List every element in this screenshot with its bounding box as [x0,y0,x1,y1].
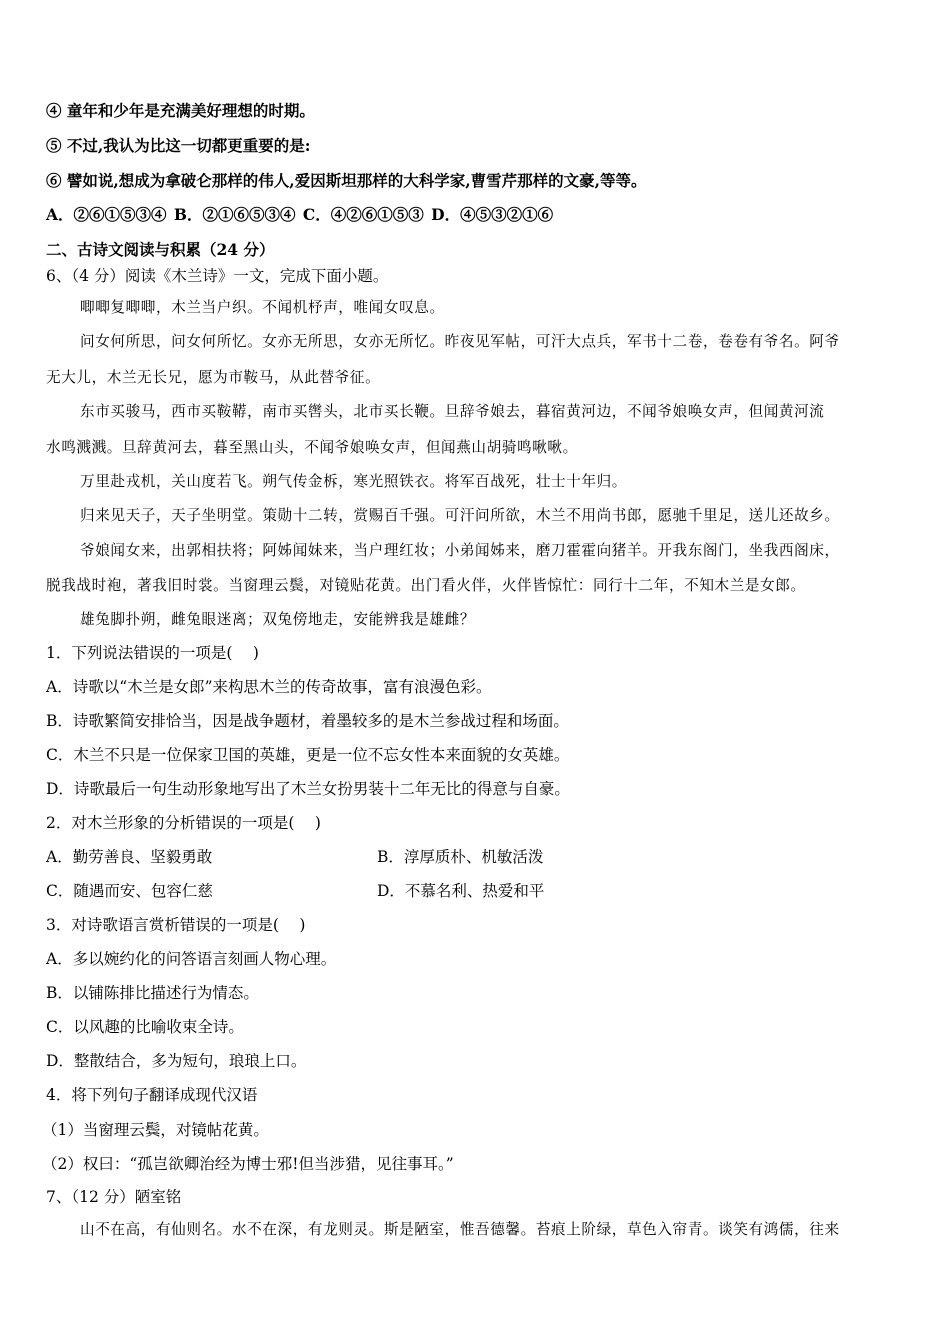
q2-stem: 2．对木兰形象的分析错误的一项是( ) [46,814,321,832]
q1-option-a: A．诗歌以“木兰是女郎”来构思木兰的传奇故事，富有浪漫色彩。 [46,678,492,696]
q6-intro: 6、（4 分）阅读《木兰诗》一文，完成下面小题。 [46,267,389,285]
poem-line: 脱我战时袍，著我旧时裳。当窗理云鬓，对镜贴花黄。出门看火伴，火伴皆惊忙：同行十二年，不知木兰是女郎。 [46,577,806,594]
q4-stem: 4．将下列句子翻译成现代汉语 [46,1086,258,1104]
poem-line: 雄兔脚扑朔，雌兔眼迷离；双兔傍地走，安能辨我是雄雌？ [80,611,476,628]
q3-option-b: B．以铺陈排比描述行为情态。 [46,984,259,1002]
q1-option-d: D．诗歌最后一句生动形象地写出了木兰女扮男装十二年无比的得意与自豪。 [46,780,570,798]
q5-options: A．②⑥①⑤③④ B．②①⑥⑤③④ C．④②⑥①⑤③ D．④⑤③②①⑥ [46,205,554,224]
poem-line: 万里赴戎机，关山度若飞。朔气传金柝，寒光照铁衣。将军百战死，壮士十年归。 [80,473,627,490]
poem-line: 无大儿，木兰无长兄，愿为市鞍马，从此替爷征。 [46,369,381,386]
poem-line: 归来见天子，天子坐明堂。策勋十二转，赏赐百千强。可汗问所欲，木兰不用尚书郎，愿驰千里足，送儿还故乡。 [80,507,840,524]
q1-option-c: C．木兰不只是一位保家卫国的英雄，更是一位不忘女性本来面貌的女英雄。 [46,746,570,764]
q7-intro: 7、（12 分）陋室铭 [46,1188,182,1206]
q2-option-b: B．淳厚质朴、机敏活泼 [377,848,544,866]
poem-line: 东市买骏马，西市买鞍鞯，南市买辔头，北市买长鞭。旦辞爷娘去，暮宿黄河边，不闻爷娘唤女声，但闻黄河流 [80,403,825,420]
q4-part-2: （2）权曰：“孤岂欲卿治经为博士邪!但当涉猎，见往事耳。” [42,1155,454,1173]
section-heading: 二、古诗文阅读与积累（24 分） [46,240,275,259]
q2-option-a: A．勤劳善良、坚毅勇敢 [46,848,213,866]
q7-text: 山不在高，有仙则名。水不在深，有龙则灵。斯是陋室，惟吾德馨。苔痕上阶绿，草色入帘青。谈笑有鸿儒，往来 [80,1221,840,1238]
poem-line: 水鸣溅溅。旦辞黄河去，暮至黑山头，不闻爷娘唤女声，但闻燕山胡骑鸣啾啾。 [46,439,578,456]
poem-line: 唧唧复唧唧，木兰当户织。不闻机杼声，唯闻女叹息。 [80,299,445,316]
q4-part-1: （1）当窗理云鬓，对镜帖花黄。 [42,1121,269,1139]
q3-stem: 3．对诗歌语言赏析错误的一项是( ) [46,916,306,934]
q3-option-a: A．多以婉约化的问答语言刻画人物心理。 [46,950,337,968]
q3-option-c: C．以风趣的比喻收束全诗。 [46,1018,244,1036]
q2-option-c: C．随遇而安、包容仁慈 [46,882,213,900]
sentence-4: ④ 童年和少年是充满美好理想的时期。 [46,101,315,120]
poem-line: 爷娘闻女来，出郭相扶将；阿姊闻妹来，当户理红妆；小弟闻姊来，磨刀霍霍向猪羊。开我东阁门，坐我西阁床， [80,542,840,559]
poem-line: 问女何所思，问女何所忆。女亦无所思，女亦无所忆。昨夜见军帖，可汗大点兵，军书十二卷，卷卷有爷名。阿爷 [80,333,840,350]
q1-option-b: B．诗歌繁简安排恰当，因是战争题材，着墨较多的是木兰参战过程和场面。 [46,712,569,730]
sentence-5: ⑤ 不过,我认为比这一切都更重要的是: [46,136,311,155]
q3-option-d: D．整散结合，多为短句，琅琅上口。 [46,1052,307,1070]
q2-option-d: D．不慕名利、热爱和平 [377,882,545,900]
q1-stem: 1．下列说法错误的一项是( ) [46,644,259,662]
sentence-6: ⑥ 譬如说,想成为拿破仑那样的伟人,爱因斯坦那样的大科学家,曹雪芹那样的文豪,等等。 [46,171,647,190]
